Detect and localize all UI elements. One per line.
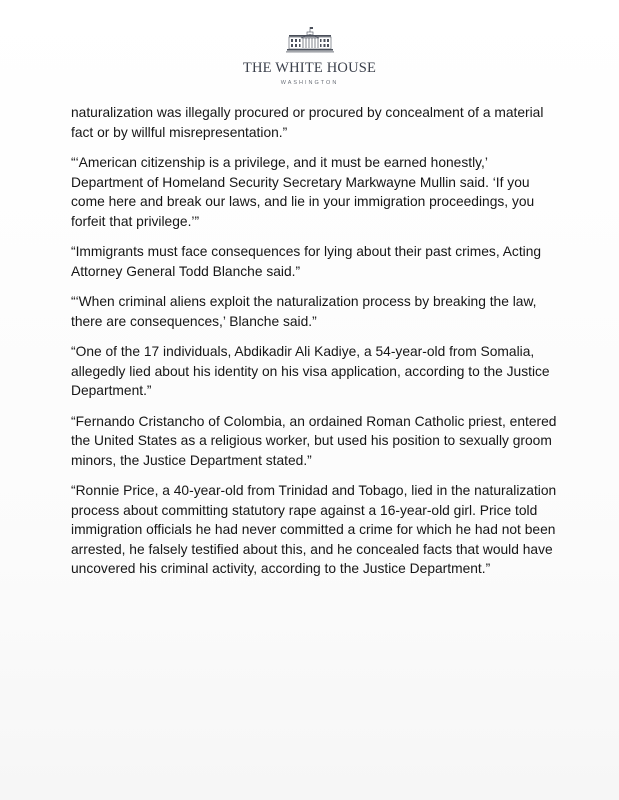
paragraph-kadiye-case: “One of the 17 individuals, Abdikadir Ali Kadiye, a 54-year-old from Somalia, allegedly lied about his identity on his visa application, according to the Justice Department.” [71,344,550,398]
paragraph-mullin-quote: “‘American citizenship is a privilege, and it must be earned honestly,’ Department of Homeland Security Secretary Markwayne Mullin said. ‘If you come here and break our laws, and lie in your immigration proceedings, you forfeit that privilege.’” [71,155,535,229]
paragraph-blanche-statement: “Immigrants must face consequences for lying about their past crimes, Acting Attorney General Todd Blanche said.” [71,244,542,279]
letterhead [0,26,619,87]
white-house-logo [286,26,334,54]
letterhead-title: THE WHITE HOUSE [242,60,377,76]
letterhead-subtitle: WASHINGTON [280,80,339,86]
paragraph-naturalization-fraud: naturalization was illegally procured or procured by concealment of a material fact or by willful misrepresentation.” [71,105,544,140]
paragraph-blanche-quote: “‘When criminal aliens exploit the naturalization process by breaking the law, there are consequences,’ Blanche said.” [71,294,537,329]
paragraph-cristancho-case: “Fernando Cristancho of Colombia, an ordained Roman Catholic priest, entered the United States as a religious worker, but used his position to sexually groom minors, the Justice Department stated.” [71,413,557,468]
document-body [71,103,561,590]
paragraph-price-case: “Ronnie Price, a 40-year-old from Trinidad and Tobago, lied in the naturalization process about committing statutory rape against a 16-year-old girl. Price told immigration officials he had never committed a crime for which he had not been arrested, he falsely testified about this, and he concealed facts that would have uncovered his criminal activity, according to the Justice Department.” [71,483,557,576]
